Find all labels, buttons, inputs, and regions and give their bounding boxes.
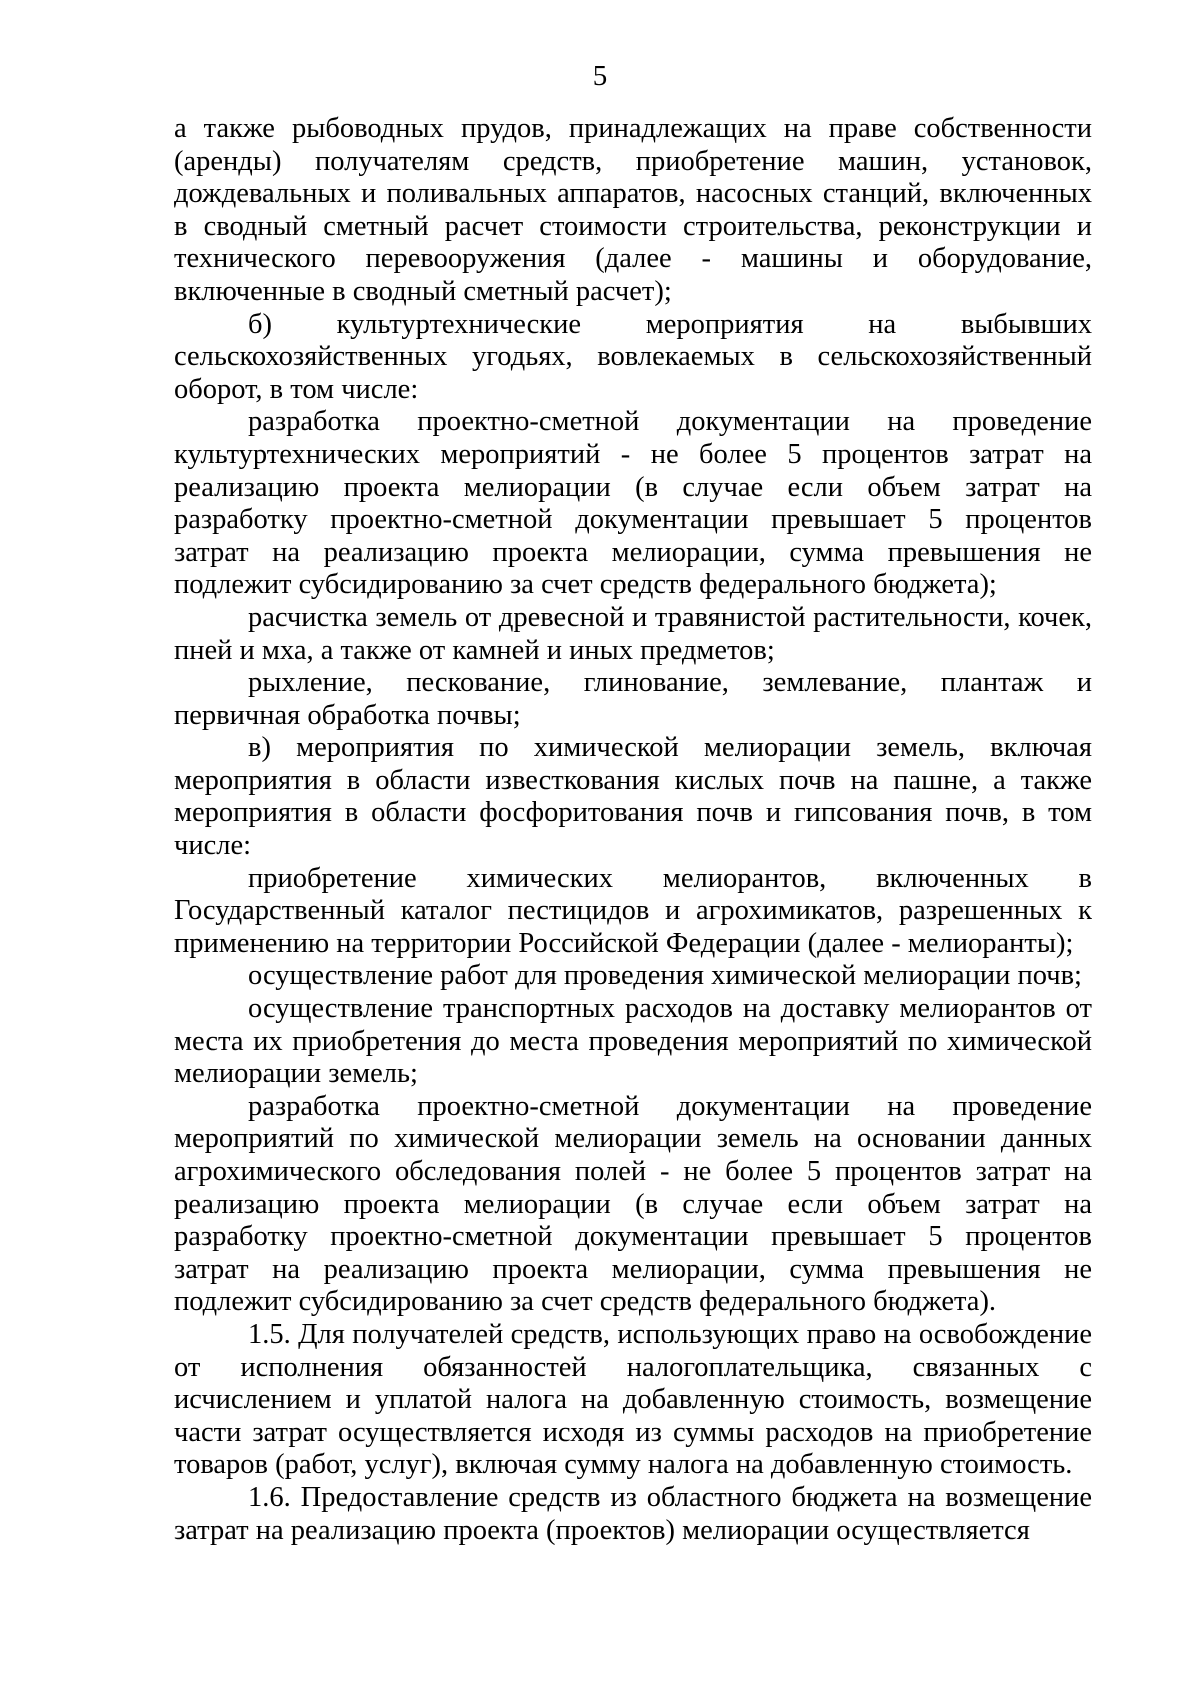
document-body [174,113,1092,1547]
paragraph-design-documentation: разработка проектно-сметной документации на проведение культуртехнических мероприятий - не более 5 процентов затрат на реализацию проекта мелиорации (в случае если объем затрат на разработку проектно-сметной документации превышает 5 процентов затрат на реализацию проекта мелиорации, сумма превышения не подлежит субсидированию за счет средств федерального бюджета); [174,406,1092,601]
paragraph-1-5: 1.5. Для получателей средств, использующих право на освобождение от исполнения обязанностей налогоплательщика, связанных с исчислением и уплатой налога на добавленную стоимость, возмещение части затрат осуществляется исходя из суммы расходов на приобретение товаров (работ, услуг), включая сумму налога на добавленную стоимость. [174,1318,1092,1481]
paragraph-item-v: в) мероприятия по химической мелиорации земель, включая мероприятия в области известкования кислых почв на пашне, а также мероприятия в области фосфоритования почв и гипсования почв, в том числе: [174,732,1092,862]
paragraph-ameliorants-purchase: приобретение химических мелиорантов, включенных в Государственный каталог пестицидов и агрохимикатов, разрешенных к применению на территории Российской Федерации (далее - мелиоранты); [174,862,1092,959]
page-number: 5 [592,60,608,92]
paragraph-chemical-works: осуществление работ для проведения химической мелиорации почв; [248,960,1082,992]
paragraph-continuation: а также рыбоводных прудов, принадлежащих на праве собственности (аренды) получателям средств, приобретение машин, установок, дождевальных и поливальных аппаратов, насосных станций, включенных в сводный сметный расчет стоимости строительства, реконструкции и технического перевооружения (далее - машины и оборудование, включенные в сводный сметный расчет); [174,113,1092,307]
paragraph-transport-costs: осуществление транспортных расходов на доставку мелиорантов от места их приобретения до места проведения мероприятий по химической мелиорации земель; [174,993,1092,1090]
paragraph-land-clearing: расчистка земель от древесной и травянистой растительности, кочек, пней и мха, а также от камней и иных предметов; [174,601,1092,666]
paragraph-item-b: б) культуртехнические мероприятия на выбывших сельскохозяйственных угодьях, вовлекаемых в сельскохозяйственный оборот, в том числе: [174,308,1092,405]
paragraph-soil-treatment: рыхление, пескование, глинование, землевание, плантаж и первичная обработка почвы; [174,667,1092,731]
paragraph-chemical-design-documentation: разработка проектно-сметной документации на проведение мероприятий по химической мелиорации земель на основании данных агрохимического обследования полей - не более 5 процентов затрат на реализацию проекта мелиорации (в случае если объем затрат на разработку проектно-сметной документации превышает 5 процентов затрат на реализацию проекта мелиорации, сумма превышения не подлежит субсидированию за счет средств федерального бюджета). [174,1090,1092,1318]
paragraph-1-6: 1.6. Предоставление средств из областного бюджета на возмещение затрат на реализацию проекта (проектов) мелиорации осуществляется [174,1481,1092,1546]
